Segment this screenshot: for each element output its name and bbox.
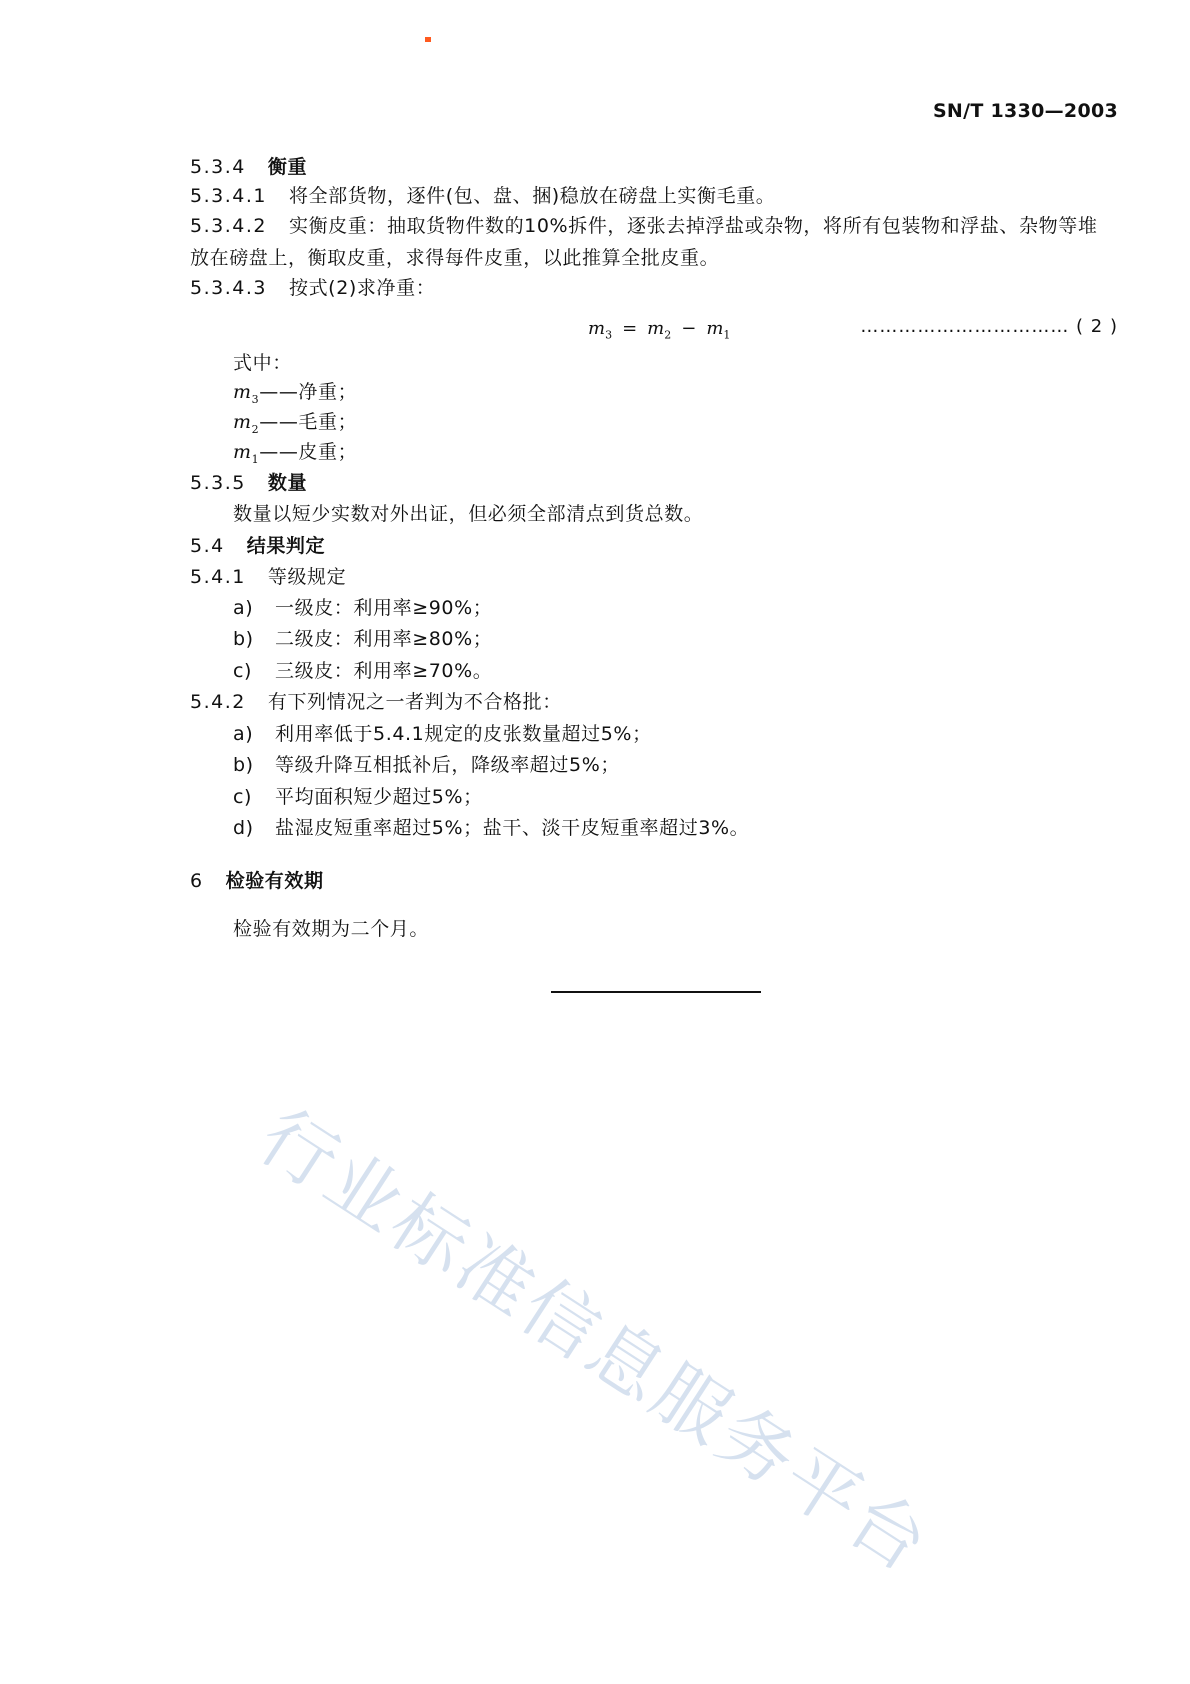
section-5-4 xyxy=(190,533,325,559)
end-rule xyxy=(551,991,761,993)
section-title: 等级规定 xyxy=(267,566,347,588)
equation-number: …………………………… ( 2 ) xyxy=(860,316,1118,337)
list-item: a) 一级皮：利用率≥90%； xyxy=(233,597,493,619)
section-text: 实衡皮重：抽取货物件数的10%拆件，逐张去掉浮盐或杂物，将所有包装物和浮盐、杂物等堆 xyxy=(288,215,1098,237)
section-5-3-4-3 xyxy=(190,275,435,301)
orange-mark xyxy=(425,37,431,42)
section-number: 5.4.1 xyxy=(190,566,246,588)
section-text: 检验有效期为二个月。 xyxy=(233,918,430,940)
section-5-3-5 xyxy=(190,470,307,496)
section-number: 6 xyxy=(190,870,204,892)
section-5-3-4-2-cont: 放在磅盘上，衡取皮重，求得每件皮重，以此推算全批皮重。 xyxy=(190,247,720,269)
list-item: c) 平均面积短少超过5%； xyxy=(233,786,483,808)
section-text: 数量以短少实数对外出证，但必须全部清点到货总数。 xyxy=(233,503,704,525)
list-item: b) 二级皮：利用率≥80%； xyxy=(233,628,493,650)
section-number: 5.3.4.3 xyxy=(190,277,267,299)
section-title: 衡重 xyxy=(267,156,308,178)
section-title: 数量 xyxy=(267,472,308,494)
section-5-4-2 xyxy=(190,689,562,715)
section-number: 5.4 xyxy=(190,535,225,557)
section-number: 5.3.4.1 xyxy=(190,185,267,207)
formula-2: $m_3 = m_2 - m_1$ xyxy=(588,318,731,342)
section-5-3-4-2 xyxy=(190,213,1097,239)
watermark: 行业标准信息服务平台 xyxy=(244,1093,946,1591)
section-number: 5.3.5 xyxy=(190,472,246,494)
symbol-definition: $m_2——$毛重； xyxy=(233,411,358,436)
section-number: 5.4.2 xyxy=(190,691,246,713)
section-5-4-1 xyxy=(190,564,346,590)
where-label: 式中： xyxy=(233,352,292,374)
section-title: 检验有效期 xyxy=(225,870,324,892)
section-5-3-4 xyxy=(190,154,307,180)
standard-number: SN/T 1330—2003 xyxy=(932,100,1118,122)
symbol-definition: $m_3——$净重； xyxy=(233,381,358,406)
section-number: 5.3.4.2 xyxy=(190,215,267,237)
list-item: d) 盐湿皮短重率超过5%；盐干、淡干皮短重率超过3%。 xyxy=(233,817,750,839)
section-text: 将全部货物，逐件(包、盘、捆)稳放在磅盘上实衡毛重。 xyxy=(288,185,776,207)
section-title: 有下列情况之一者判为不合格批： xyxy=(267,691,562,713)
section-5-3-4-1 xyxy=(190,183,775,209)
list-item: a) 利用率低于5.4.1规定的皮张数量超过5%； xyxy=(233,723,652,745)
list-item: c) 三级皮：利用率≥70%。 xyxy=(233,660,493,682)
section-text: 按式(2)求净重： xyxy=(288,277,436,299)
section-6 xyxy=(190,868,324,894)
symbol-definition: $m_1——$皮重； xyxy=(233,441,358,466)
section-number: 5.3.4 xyxy=(190,156,246,178)
list-item: b) 等级升降互相抵补后，降级率超过5%； xyxy=(233,754,620,776)
section-title: 结果判定 xyxy=(246,535,326,557)
